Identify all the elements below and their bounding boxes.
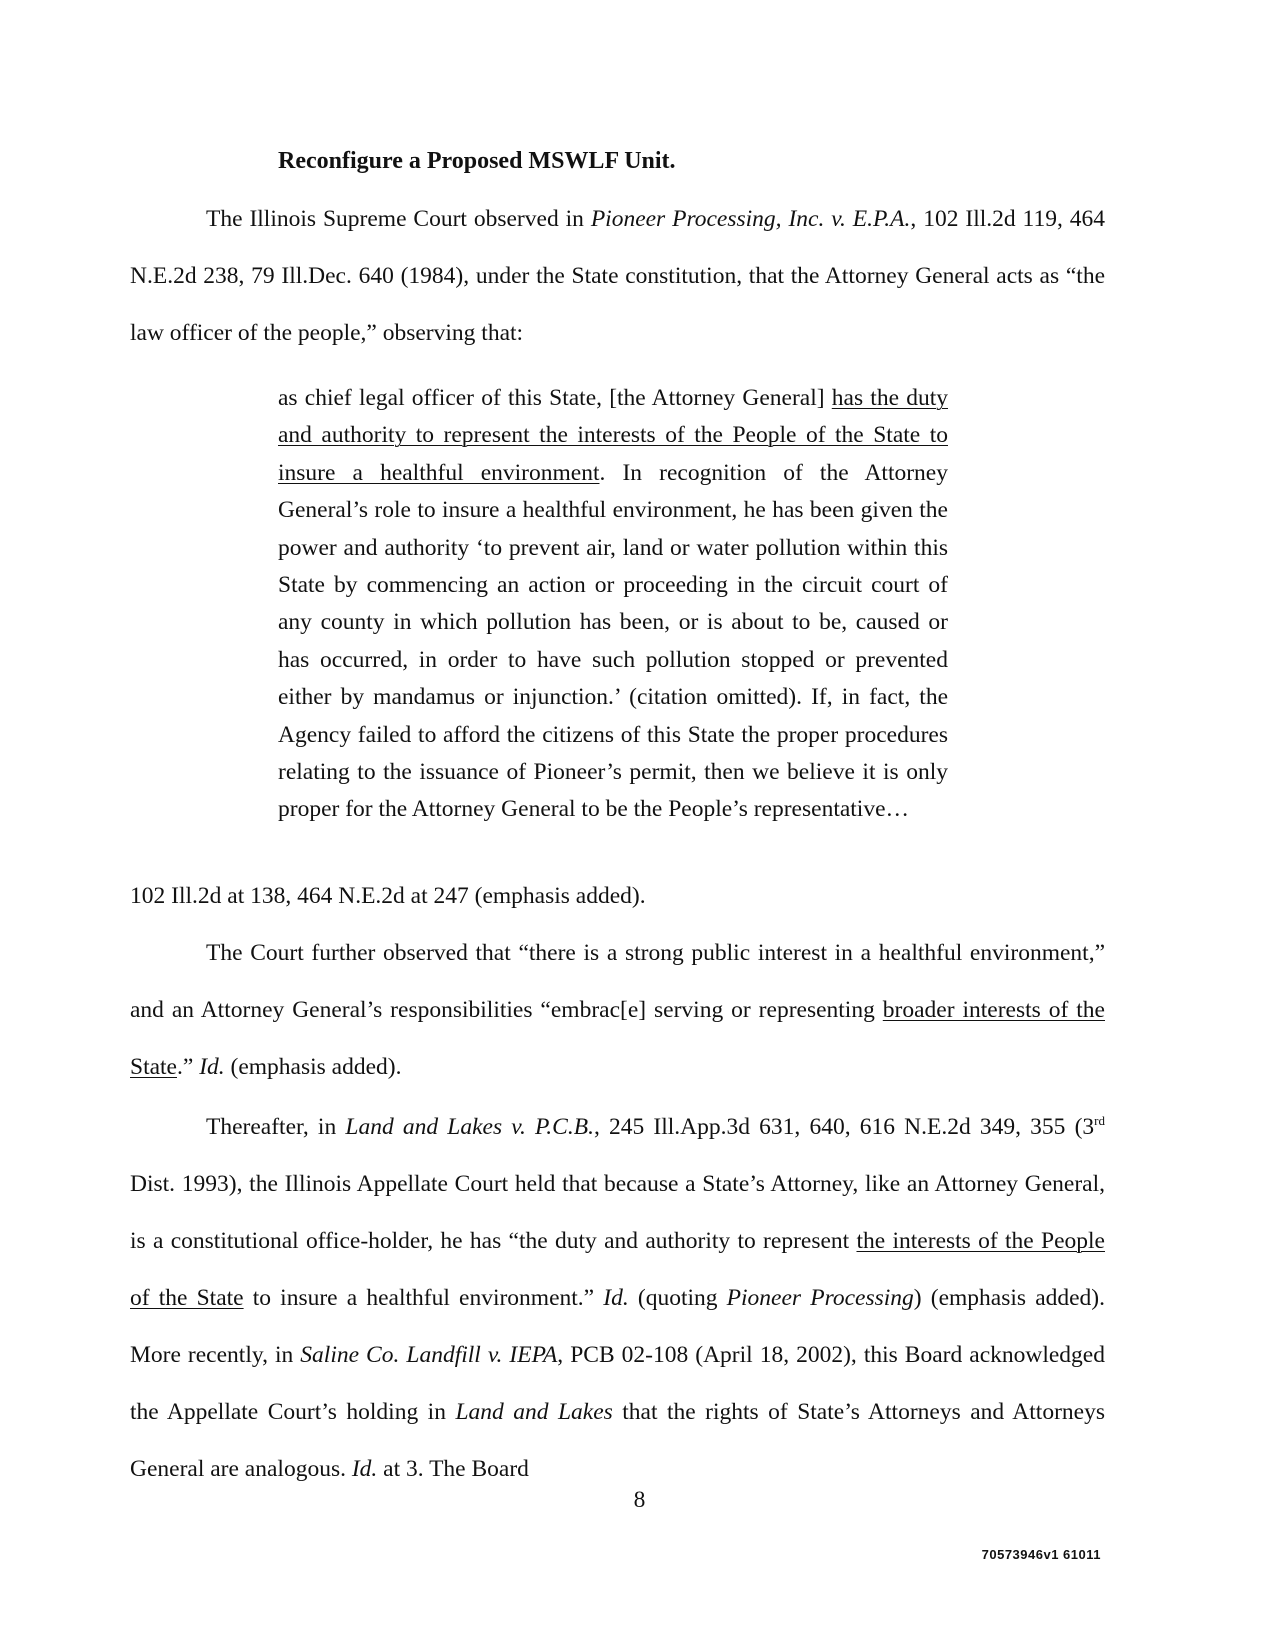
paragraph-land-and-lakes: [130, 1099, 1105, 1498]
para1-text-a: The Illinois Supreme Court observed in: [206, 206, 591, 232]
id-citation: Id.: [351, 1456, 378, 1482]
section-heading: Reconfigure a Proposed MSWLF Unit.: [278, 148, 676, 174]
para2-emphasis: broader interests of the State: [130, 997, 1105, 1080]
page-number: 8: [633, 1487, 646, 1513]
block-quote: [278, 380, 948, 829]
para3-text-c: Dist. 1993), the Illinois Appellate Court held that because a State’s Attorney, like an Attorney General, is a constitutional office-holder, he has “the duty and authority to represent: [130, 1171, 1105, 1254]
ordinal-superscript: rd: [1094, 1113, 1105, 1128]
id-citation: Id.: [199, 1054, 225, 1080]
para3-text-f: ) (emphasis added). More recently, in: [130, 1285, 1106, 1368]
para3-text-d: to insure a healthful environment.”: [243, 1285, 604, 1311]
case-name-pioneer: Pioneer Processing: [726, 1285, 914, 1311]
para2-text-b: .”: [177, 1054, 200, 1080]
document-id: 70573946v1 61011: [981, 1547, 1101, 1562]
para3-text-i: at 3. The Board: [377, 1456, 529, 1482]
case-name-land-and-lakes: Land and Lakes: [455, 1399, 613, 1425]
para1-text-b: , 102 Ill.2d 119, 464 N.E.2d 238, 79 Ill.Dec. 640 (1984), under the State constitution, that the Attorney General acts as “the law officer of the people,” observing that:: [130, 206, 1105, 346]
para2-text-a: The Court further observed that “there is a strong public interest in a healthful environment,” and an Attorney General’s responsibilities “embrac[e] serving or representing: [130, 940, 1105, 1023]
para3-text-g: , PCB 02-108 (April 18, 2002), this Board acknowledged the Appellate Court’s holding in: [130, 1342, 1105, 1425]
para2-text-c: (emphasis added).: [224, 1054, 402, 1080]
case-name-pioneer: Pioneer Processing, Inc. v. E.P.A.: [590, 206, 911, 232]
quote-text-b: . In recognition of the Attorney General’s role to insure a healthful environment, he has been given the power and authority ‘to prevent air, land or water pollution within this State by commencing an action or proceeding in the circuit court of any county in which pollution has been, or is about to be, caused or has occurred, in order to have such pollution stopped or prevented either by mandamus or injunction.’ (citation omitted). If, in fact, the Agency failed to afford the citizens of this State the proper procedures relating to the issuance of Pioneer’s permit, then we believe it is only proper for the Attorney General to be the People’s representative…: [278, 459, 948, 823]
quote-citation: 102 Ill.2d at 138, 464 N.E.2d at 247 (emphasis added).: [130, 883, 646, 909]
case-name-land-and-lakes: Land and Lakes v. P.C.B.: [345, 1114, 594, 1140]
case-name-saline: Saline Co. Landfill v. IEPA: [300, 1342, 558, 1368]
quote-emphasis: has the duty and authority to represent the interests of the People of the State to insure a healthful environment: [278, 385, 948, 486]
para3-text-b: , 245 Ill.App.3d 631, 640, 616 N.E.2d 349, 355 (3: [593, 1114, 1095, 1140]
para3-text-h: that the rights of State’s Attorneys and Attorneys General are analogous.: [130, 1399, 1105, 1482]
id-citation: Id.: [603, 1285, 629, 1311]
paragraph-court-observed: [130, 925, 1105, 1096]
para3-text-a: Thereafter, in: [206, 1114, 346, 1140]
paragraph-pioneer-intro: [130, 191, 1105, 362]
para3-emphasis: the interests of the People of the State: [130, 1228, 1105, 1311]
quote-text-a: as chief legal officer of this State, [the Attorney General]: [278, 385, 832, 411]
para3-text-e: (quoting: [628, 1285, 727, 1311]
